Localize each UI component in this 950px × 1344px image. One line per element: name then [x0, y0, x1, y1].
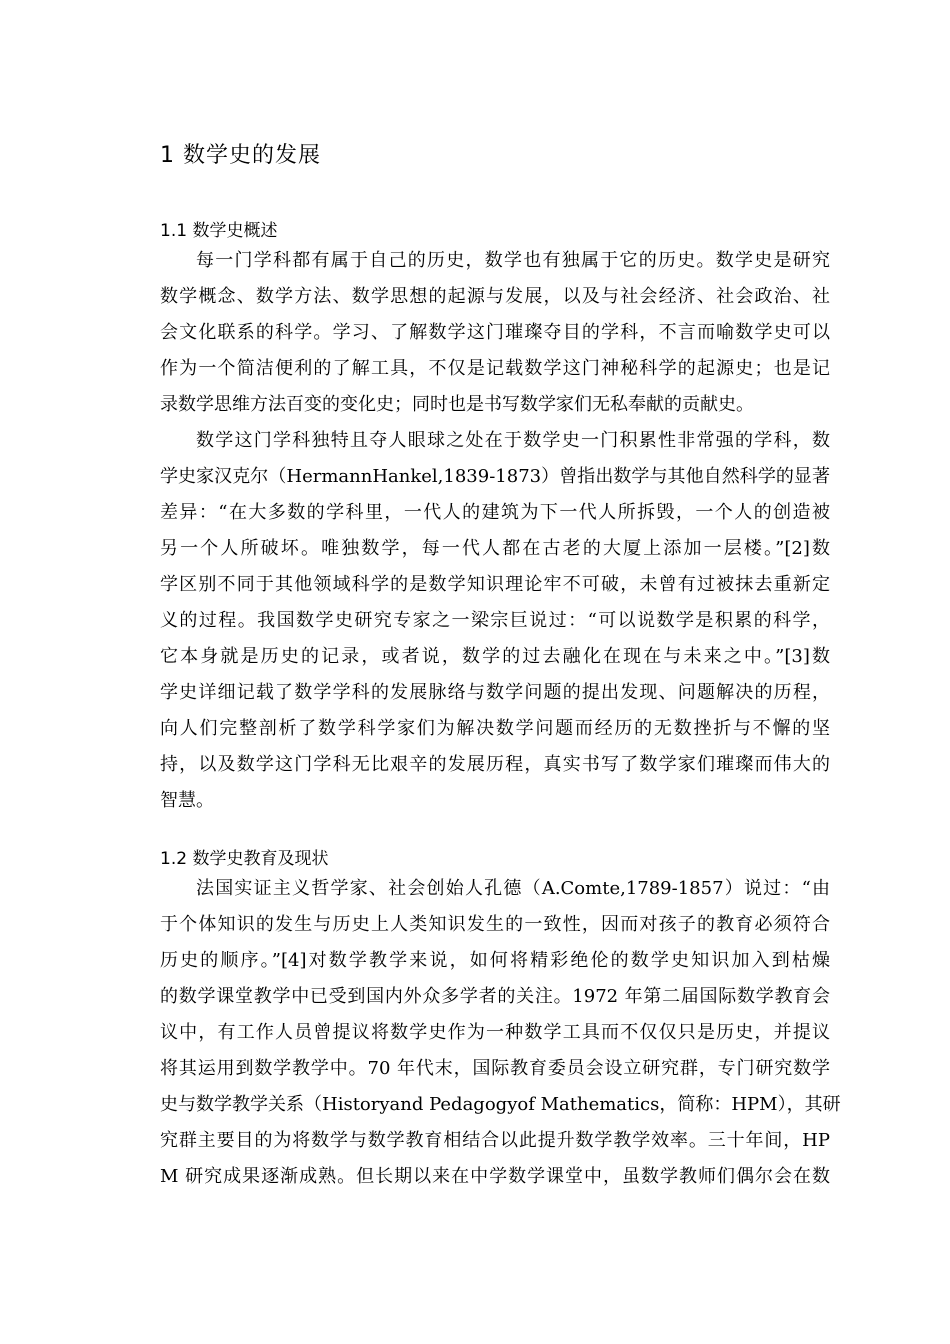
paragraph-line: 学区别不同于其他领域科学的是数学知识理论牢不可破，未曾有过被抹去重新定 [160, 574, 830, 595]
chapter-title: 1 数学史的发展 [160, 143, 321, 168]
paragraph-line: 作为一个简洁便利的了解工具，不仅是记载数学这门神秘科学的起源史；也是记 [160, 358, 830, 379]
paragraph-line: 学史家汉克尔（HermannHankel,1839-1873）曾指出数学与其他自然科学的显著 [160, 466, 830, 487]
paragraph-line: 数学这门学科独特且夺人眼球之处在于数学史一门积累性非常强的学科，数 [196, 430, 830, 451]
paragraph-line: 会文化联系的科学。学习、了解数学这门璀璨夺目的学科，不言而喻数学史可以 [160, 322, 830, 343]
paragraph-line: 义的过程。我国数学史研究专家之一梁宗巨说过：“可以说数学是积累的科学， [160, 610, 830, 631]
section-title-1-2: 1.2 数学史教育及现状 [160, 849, 329, 869]
paragraph-line: 持，以及数学这门学科无比艰辛的发展历程，真实书写了数学家们璀璨而伟大的 [160, 754, 830, 775]
paragraph-line: 另一个人所破坏。唯独数学，每一代人都在古老的大厦上添加一层楼。”[2]数 [160, 538, 830, 559]
paragraph-line: 于个体知识的发生与历史上人类知识发生的一致性，因而对孩子的教育必须符合 [160, 914, 830, 935]
paragraph-line: 差异：“在大多数的学科里，一代人的建筑为下一代人所拆毁，一个人的创造被 [160, 502, 830, 523]
paragraph-line: 历史的顺序。”[4]对数学教学来说，如何将精彩绝伦的数学史知识加入到枯燥 [160, 950, 830, 971]
paragraph-line: 智慧。 [160, 790, 214, 811]
paragraph-line: 它本身就是历史的记录，或者说，数学的过去融化在现在与未来之中。”[3]数 [160, 646, 830, 667]
paragraph-line: 的数学课堂教学中已受到国内外众多学者的关注。1972 年第二届国际数学教育会 [160, 986, 830, 1007]
paragraph-line: 议中，有工作人员曾提议将数学史作为一种数学工具而不仅仅只是历史，并提议 [160, 1022, 830, 1043]
paragraph-line: 史与数学教学关系（Historyand Pedagogyof Mathematics，简称：HPM），其研 [160, 1094, 841, 1115]
section-title-1-1: 1.1 数学史概述 [160, 221, 278, 241]
paragraph-line: 究群主要目的为将数学与数学教育相结合以此提升数学教学效率。三十年间，HP [160, 1130, 830, 1151]
paragraph-line: 数学概念、数学方法、数学思想的起源与发展，以及与社会经济、社会政治、社 [160, 286, 830, 307]
paragraph-line: 向人们完整剖析了数学科学家们为解决数学问题而经历的无数挫折与不懈的坚 [160, 718, 830, 739]
paragraph-line: 每一门学科都有属于自己的历史，数学也有独属于它的历史。数学史是研究 [196, 250, 830, 271]
paragraph-line: 法国实证主义哲学家、社会创始人孔德（A.Comte,1789-1857）说过：“由 [196, 878, 830, 899]
paragraph-line: M 研究成果逐渐成熟。但长期以来在中学数学课堂中，虽数学教师们偶尔会在数 [160, 1166, 830, 1187]
paragraph-line: 录数学思维方法百变的变化史；同时也是书写数学家们无私奉献的贡献史。 [160, 394, 754, 415]
paragraph-line: 学史详细记载了数学学科的发展脉络与数学问题的提出发现、问题解决的历程， [160, 682, 830, 703]
paragraph-line: 将其运用到数学教学中。70 年代末，国际教育委员会设立研究群，专门研究数学 [160, 1058, 830, 1079]
